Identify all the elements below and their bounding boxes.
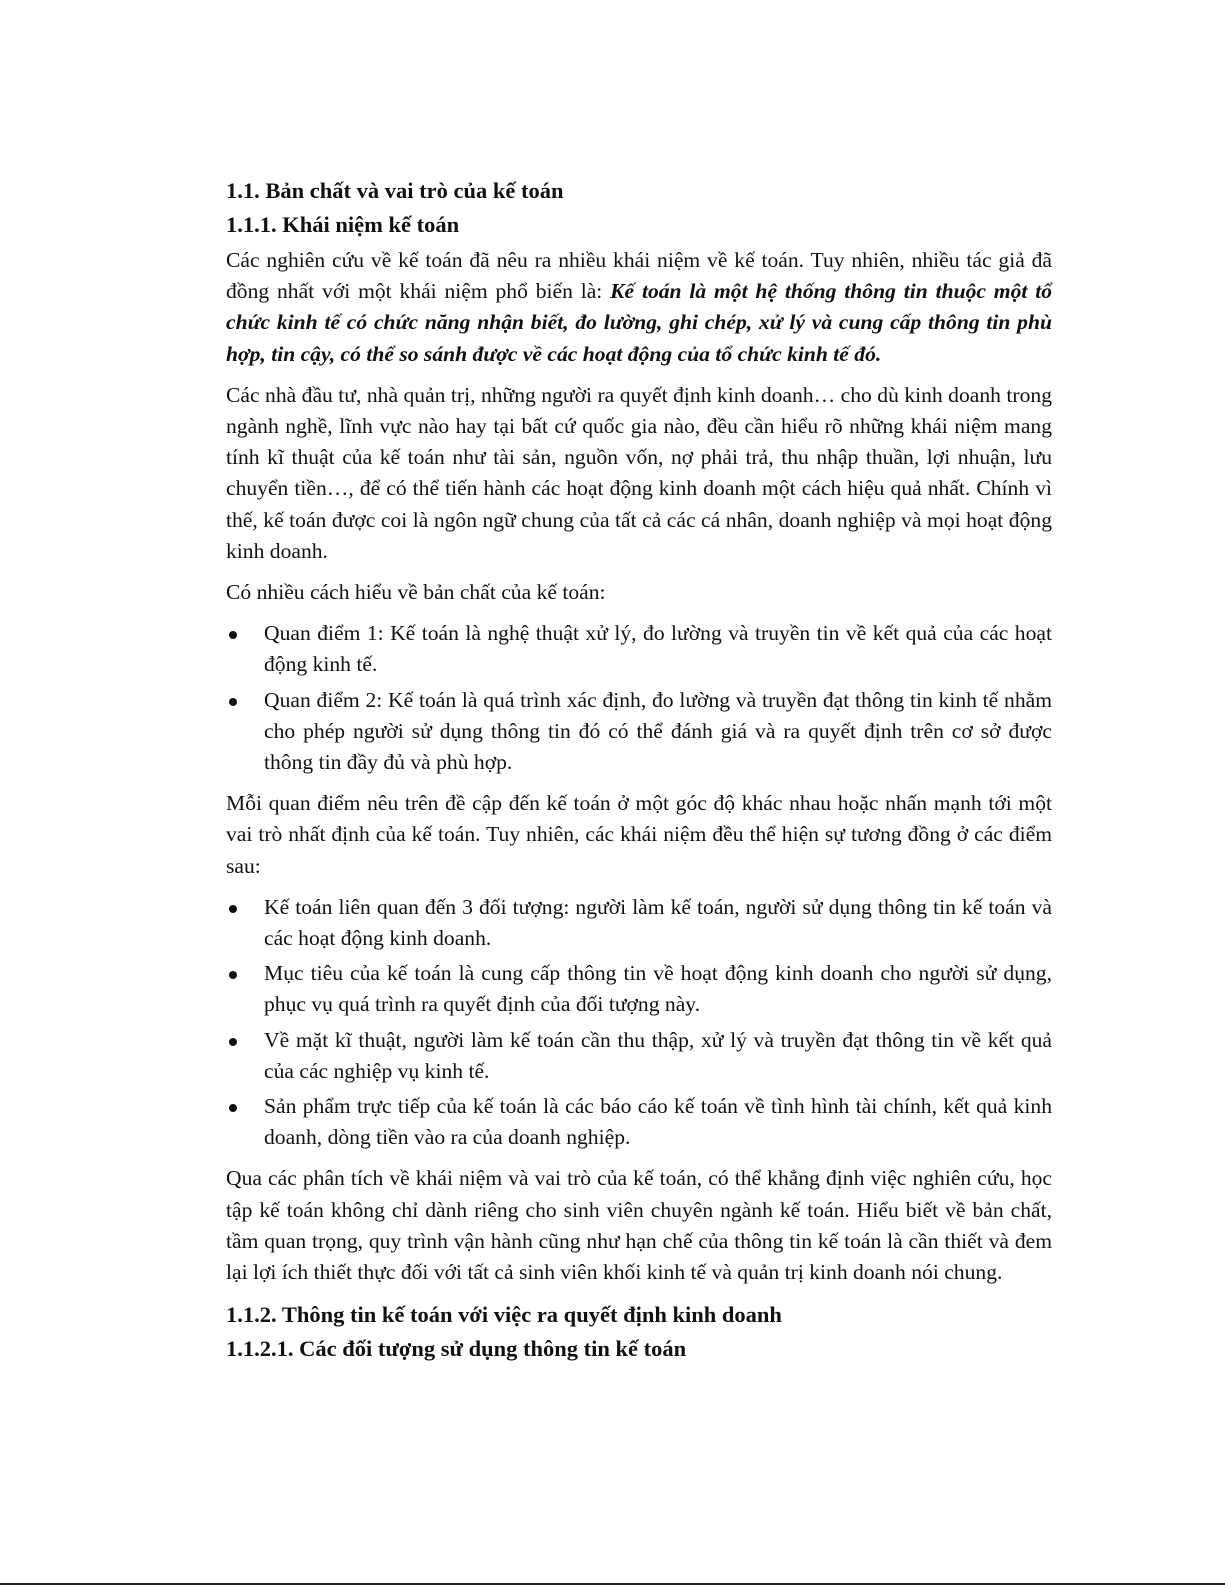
views-list (226, 618, 1052, 778)
paragraph-importance: Các nhà đầu tư, nhà quản trị, những người ra quyết định kinh doanh… cho dù kinh doanh trong ngành nghề, lĩnh vực nào hay tại bất cứ quốc gia nào, đều cần hiểu rõ những khái niệm mang tính kĩ thuật của kế toán như tài sản, nguồn vốn, nợ phải trả, thu nhập thuần, lợi nhuận, lưu chuyển tiền…, để có thể tiến hành các hoạt động kinh doanh một cách hiệu quả nhất. Chính vì thế, kế toán được coi là ngôn ngữ chung của tất cả các cá nhân, doanh nghiệp và mọi hoạt động kinh doanh. (226, 382, 1052, 563)
paragraph-common-points: Mỗi quan điểm nêu trên đề cập đến kế toán ở một góc độ khác nhau hoặc nhấn mạnh tới một vai trò nhất định của kế toán. Tuy nhiên, các khái niệm đều thể hiện sự tương đồng ở các điểm sau: (226, 791, 1052, 878)
list-item: Về mặt kĩ thuật, người làm kế toán cần thu thập, xử lý và truyền đạt thông tin về kết quả của các nghiệp vụ kinh tế. (226, 1025, 1052, 1087)
section-heading: 1.1. Bản chất và vai trò của kế toán (226, 178, 564, 203)
subsection-heading: 1.1.2. Thông tin kế toán với việc ra quyết định kinh doanh (226, 1302, 782, 1328)
page-content (226, 174, 1052, 1366)
definition-intro: Các nghiên cứu về kế toán đã nêu ra nhiều khái niệm về kế toán. Tuy nhiên, nhiều tác giả đã đồng nhất với một khái niệm phổ biến là: (226, 248, 1052, 304)
bullet-icon (229, 905, 237, 913)
bullet-icon (229, 698, 237, 706)
bullet-icon (229, 631, 237, 639)
definition-paragraph (226, 245, 1052, 370)
common-points-list (226, 892, 1052, 1154)
list-item: Mục tiêu của kế toán là cung cấp thông tin về hoạt động kinh doanh cho người sử dụng, phục vụ quá trình ra quyết định của đối tượng này. (226, 958, 1052, 1020)
list-item: Quan điểm 1: Kế toán là nghệ thuật xử lý, đo lường và truyền tin về kết quả của các hoạt động kinh tế. (226, 618, 1052, 680)
subsection-heading: 1.1.1. Khái niệm kế toán (226, 212, 460, 237)
paragraph-views-intro: Có nhiều cách hiểu về bản chất của kế toán: (226, 580, 606, 605)
list-item: Kế toán liên quan đến 3 đối tượng: người làm kế toán, người sử dụng thông tin kế toán và các hoạt động kinh doanh. (226, 892, 1052, 954)
subsubsection-heading: 1.1.2.1. Các đối tượng sử dụng thông tin kế toán (226, 1336, 687, 1362)
bullet-icon (229, 971, 237, 979)
paragraph-conclusion: Qua các phân tích về khái niệm và vai trò của kế toán, có thể khẳng định việc nghiên cứu, học tập kế toán không chỉ dành riêng cho sinh viên chuyên ngành kế toán. Hiểu biết về bản chất, tầm quan trọng, quy trình vận hành cũng như hạn chế của thông tin kế toán là cần thiết và đem lại lợi ích thiết thực đối với tất cả sinh viên khối kinh tế và quản trị kinh doanh nói chung. (226, 1166, 1052, 1285)
list-item: Sản phẩm trực tiếp của kế toán là các báo cáo kế toán về tình hình tài chính, kết quả kinh doanh, dòng tiền vào ra của doanh nghiệp. (226, 1091, 1052, 1153)
definition-text: Kế toán là một hệ thống thông tin thuộc một tổ chức kinh tế có chức năng nhận biết, đo lường, ghi chép, xử lý và cung cấp thông tin phù hợp, tin cậy, có thể so sánh được về các hoạt động của tổ chức kinh tế đó. (226, 279, 1053, 366)
bullet-icon (229, 1104, 237, 1112)
list-item: Quan điểm 2: Kế toán là quá trình xác định, đo lường và truyền đạt thông tin kinh tế nhằm cho phép người sử dụng thông tin đó có thể đánh giá và ra quyết định trên cơ sở được thông tin đầy đủ và phù hợp. (226, 685, 1052, 779)
bullet-icon (229, 1038, 237, 1046)
